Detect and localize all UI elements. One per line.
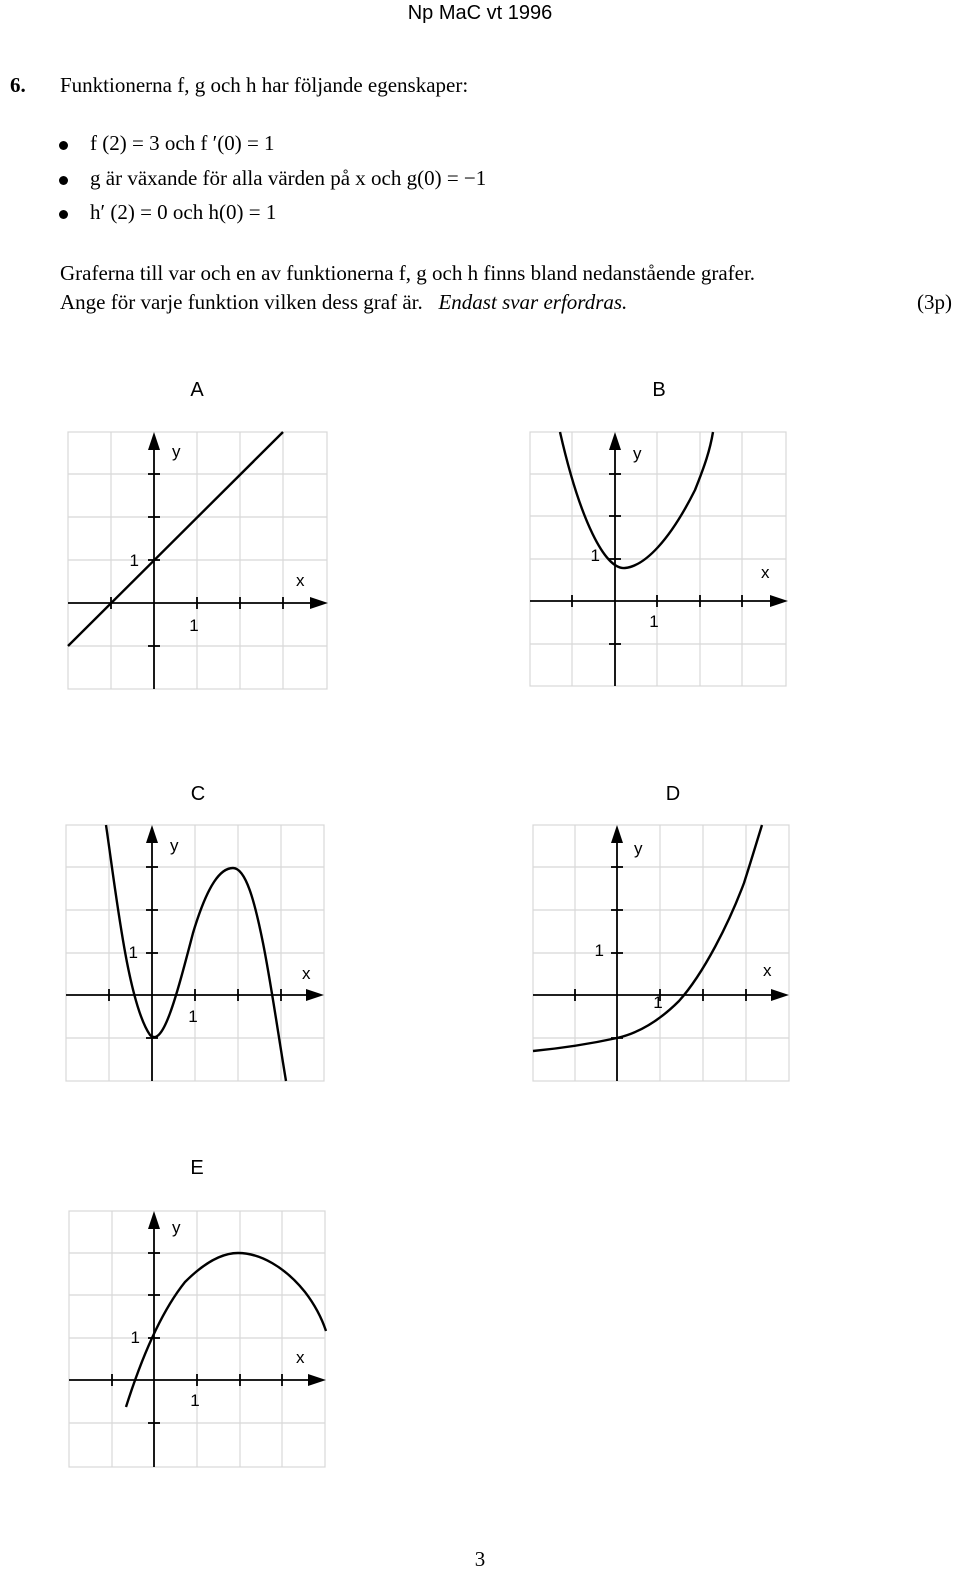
graph-d xyxy=(524,773,804,1103)
question-number: 6. xyxy=(10,73,26,97)
curve-d xyxy=(533,825,762,1051)
x-tick-label: 1 xyxy=(190,1391,200,1410)
x-axis-label: x xyxy=(296,571,305,590)
y-tick-label: 1 xyxy=(128,943,138,962)
y-axis-arrow xyxy=(148,1211,160,1229)
instruction-line-2 xyxy=(60,290,627,315)
graph-a xyxy=(60,370,340,700)
graph-label: C xyxy=(190,783,206,805)
graph-label: D xyxy=(665,783,681,805)
bullet-f: f (2) = 3 och f ′(0) = 1 xyxy=(90,131,275,155)
x-axis-label: x xyxy=(302,964,311,983)
graph-label: E xyxy=(190,1157,204,1179)
axes xyxy=(533,839,774,1081)
x-axis-arrow xyxy=(770,595,788,607)
x-tick-label: 1 xyxy=(188,1007,198,1026)
y-axis-arrow xyxy=(146,825,158,843)
y-tick-label: 1 xyxy=(590,546,600,565)
bullet-h: h′ (2) = 0 och h(0) = 1 xyxy=(90,200,277,224)
instruction-line-1: Graferna till var och en av funktionerna f, g och h finns bland nedanstående grafer. xyxy=(60,261,756,285)
bullet-dot xyxy=(59,210,68,219)
question-intro: Funktionerna f, g och h har följande egenskaper: xyxy=(60,73,469,97)
points-label: (3p) xyxy=(917,290,952,314)
x-axis-arrow xyxy=(771,989,789,1001)
x-axis-arrow xyxy=(306,989,324,1001)
y-tick-label: 1 xyxy=(594,941,604,960)
axes xyxy=(530,446,770,686)
y-tick-label: 1 xyxy=(130,1328,140,1347)
y-axis-arrow xyxy=(609,432,621,450)
x-axis-label: x xyxy=(761,563,770,582)
bullet-g: g är växande för alla värden på x och g(0) = −1 xyxy=(90,166,487,190)
graph-label: A xyxy=(190,379,204,401)
answer-note: Endast svar erfordras. xyxy=(438,290,628,314)
y-axis-label: y xyxy=(172,1218,181,1237)
x-tick-label: 1 xyxy=(189,616,199,635)
y-axis-arrow xyxy=(148,432,160,450)
y-axis-label: y xyxy=(170,836,179,855)
bullet-dot xyxy=(59,141,68,150)
y-axis-label: y xyxy=(634,839,643,858)
x-axis-arrow xyxy=(308,1374,326,1386)
x-axis-label: x xyxy=(296,1348,305,1367)
x-axis-arrow xyxy=(310,597,328,609)
page-number: 3 xyxy=(474,1547,486,1571)
y-axis-label: y xyxy=(172,442,181,461)
grid xyxy=(69,1211,325,1467)
instruction-text: Ange för varje funktion vilken dess graf är. xyxy=(60,290,423,314)
x-tick-label: 1 xyxy=(653,993,663,1012)
graph-b xyxy=(520,370,800,700)
grid xyxy=(66,825,324,1081)
graph-label: B xyxy=(652,379,666,401)
curve-a xyxy=(68,432,283,646)
y-axis-arrow xyxy=(611,825,623,843)
grid xyxy=(68,432,327,689)
axes xyxy=(66,839,310,1081)
axes xyxy=(68,446,314,689)
x-tick-label: 1 xyxy=(649,612,659,631)
bullet-dot xyxy=(59,176,68,185)
curve-e xyxy=(126,1253,326,1407)
x-axis-label: x xyxy=(763,961,772,980)
axes xyxy=(69,1225,310,1467)
y-axis-label: y xyxy=(633,444,642,463)
y-tick-label: 1 xyxy=(129,551,139,570)
graph-c xyxy=(58,773,338,1103)
graph-e xyxy=(60,1147,340,1477)
running-header: Np MaC vt 1996 xyxy=(407,2,553,24)
